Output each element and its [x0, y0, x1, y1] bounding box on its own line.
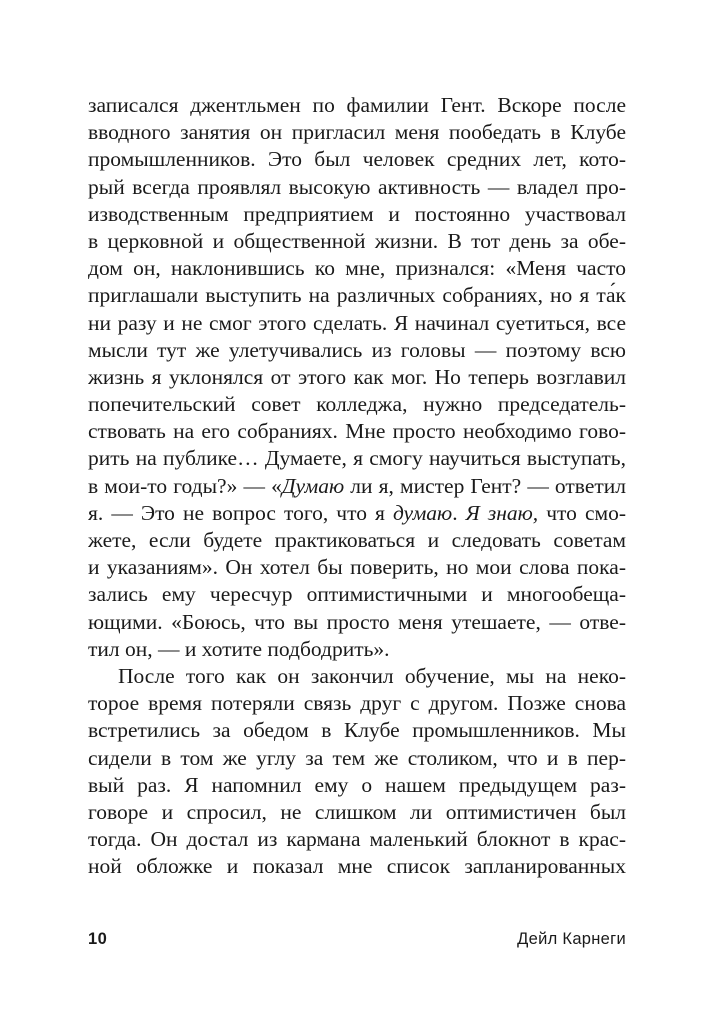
text-segment: зались ему чересчур оптимистичными и многообеща-: [88, 582, 626, 607]
text-segment: говоре и спросил, не слишком ли оптимистичен был: [88, 799, 626, 824]
running-author: Дейл Карнеги: [517, 930, 626, 948]
text-line: [88, 799, 626, 826]
text-line: [88, 609, 626, 636]
text-segment: изводственным предприятием и постоянно участвовал: [88, 201, 626, 226]
text-segment: в мои-то годы?» — «: [88, 473, 282, 498]
text-segment: рый всегда проявлял высокую активность — владел про-: [88, 174, 626, 199]
text-segment: встретились за обедом в Клубе промышленников. Мы: [88, 718, 626, 743]
text-line: [88, 337, 626, 364]
text-segment: тогда. Он достал из кармана маленький блокнот в крас-: [88, 827, 626, 852]
text-segment: попечительский совет колледжа, нужно председатель-: [88, 392, 626, 417]
text-line: [88, 663, 626, 690]
text-line: [88, 391, 626, 418]
italic-text-segment: думаю: [392, 500, 453, 525]
text-line: [88, 826, 626, 853]
text-line: [88, 581, 626, 608]
text-segment: жете, если будете практиковаться и следовать советам: [88, 528, 626, 552]
text-segment: в церковной и общественной жизни. В тот день за обе-: [88, 228, 626, 253]
text-line: [88, 364, 626, 391]
italic-text-segment: Думаю: [281, 473, 345, 498]
text-line: [88, 418, 626, 445]
text-segment: рить на публике… Думаете, я смогу научиться выступать,: [88, 446, 626, 471]
text-line: [88, 445, 626, 472]
text-segment: я. — Это не вопрос того, что я: [88, 500, 393, 525]
text-line: [88, 500, 626, 527]
text-line: [88, 690, 626, 717]
text-line: [88, 255, 626, 282]
italic-text-segment: Я знаю,: [465, 500, 539, 525]
text-line: [88, 310, 626, 337]
text-segment: вый раз. Я напомнил ему о нашем предыдущем раз-: [88, 772, 626, 797]
text-segment: ни разу и не смог этого сделать. Я начинал суетиться, все: [88, 310, 626, 335]
text-line: [88, 745, 626, 772]
text-segment: После того как он закончил обучение, мы на неко-: [118, 663, 626, 688]
text-segment: вводного занятия он пригласил меня пообедать в Клубе: [88, 120, 626, 145]
text-segment: сидели в том же углу за тем же столиком, что и в пер-: [88, 745, 626, 770]
text-segment: ствовать на его собраниях. Мне просто необходимо гово-: [88, 419, 626, 444]
text-line: [88, 853, 626, 880]
text-line: [88, 228, 626, 255]
body-text: [88, 92, 626, 880]
page-footer: [88, 930, 626, 954]
text-line: [88, 146, 626, 173]
text-segment: жизнь я уклонялся от этого как мог. Но теперь возглавил: [88, 364, 626, 389]
text-segment: дом он, наклонившись ко мне, признался: «Меня часто: [88, 256, 626, 281]
text-line: [88, 717, 626, 744]
text-line: [88, 554, 626, 581]
text-segment: записался джентльмен по фамилии Гент. Вскоре после: [88, 93, 626, 117]
page-number: 10: [88, 930, 108, 948]
text-segment: и указаниям». Он хотел бы поверить, но мои слова пока-: [88, 555, 626, 580]
text-line: [88, 772, 626, 799]
text-line: [88, 473, 626, 500]
text-segment: тил он, — и хотите подбодрить».: [88, 636, 390, 661]
text-line: [88, 92, 626, 119]
text-segment: мысли тут же улетучивались из головы — поэтому всю: [88, 337, 626, 362]
text-line: [88, 119, 626, 146]
text-line: [88, 636, 626, 663]
text-line: [88, 527, 626, 554]
text-segment: ли я, мистер Гент? — ответил: [344, 473, 626, 498]
text-line: [88, 174, 626, 201]
text-line: [88, 282, 626, 309]
text-segment: ющими. «Боюсь, что вы просто меня утешаете, — отве-: [88, 609, 626, 634]
text-segment: что смо-: [538, 500, 626, 525]
text-segment: приглашали выступить на различных собраниях, но я та́к: [88, 283, 626, 308]
text-segment: торое время потеряли связь друг с другом. Позже снова: [88, 691, 626, 716]
text-segment: .: [452, 500, 466, 525]
text-line: [88, 201, 626, 228]
text-segment: ной обложке и показал мне список запланированных: [88, 854, 626, 879]
text-segment: промышленников. Это был человек средних лет, кото-: [88, 147, 626, 172]
